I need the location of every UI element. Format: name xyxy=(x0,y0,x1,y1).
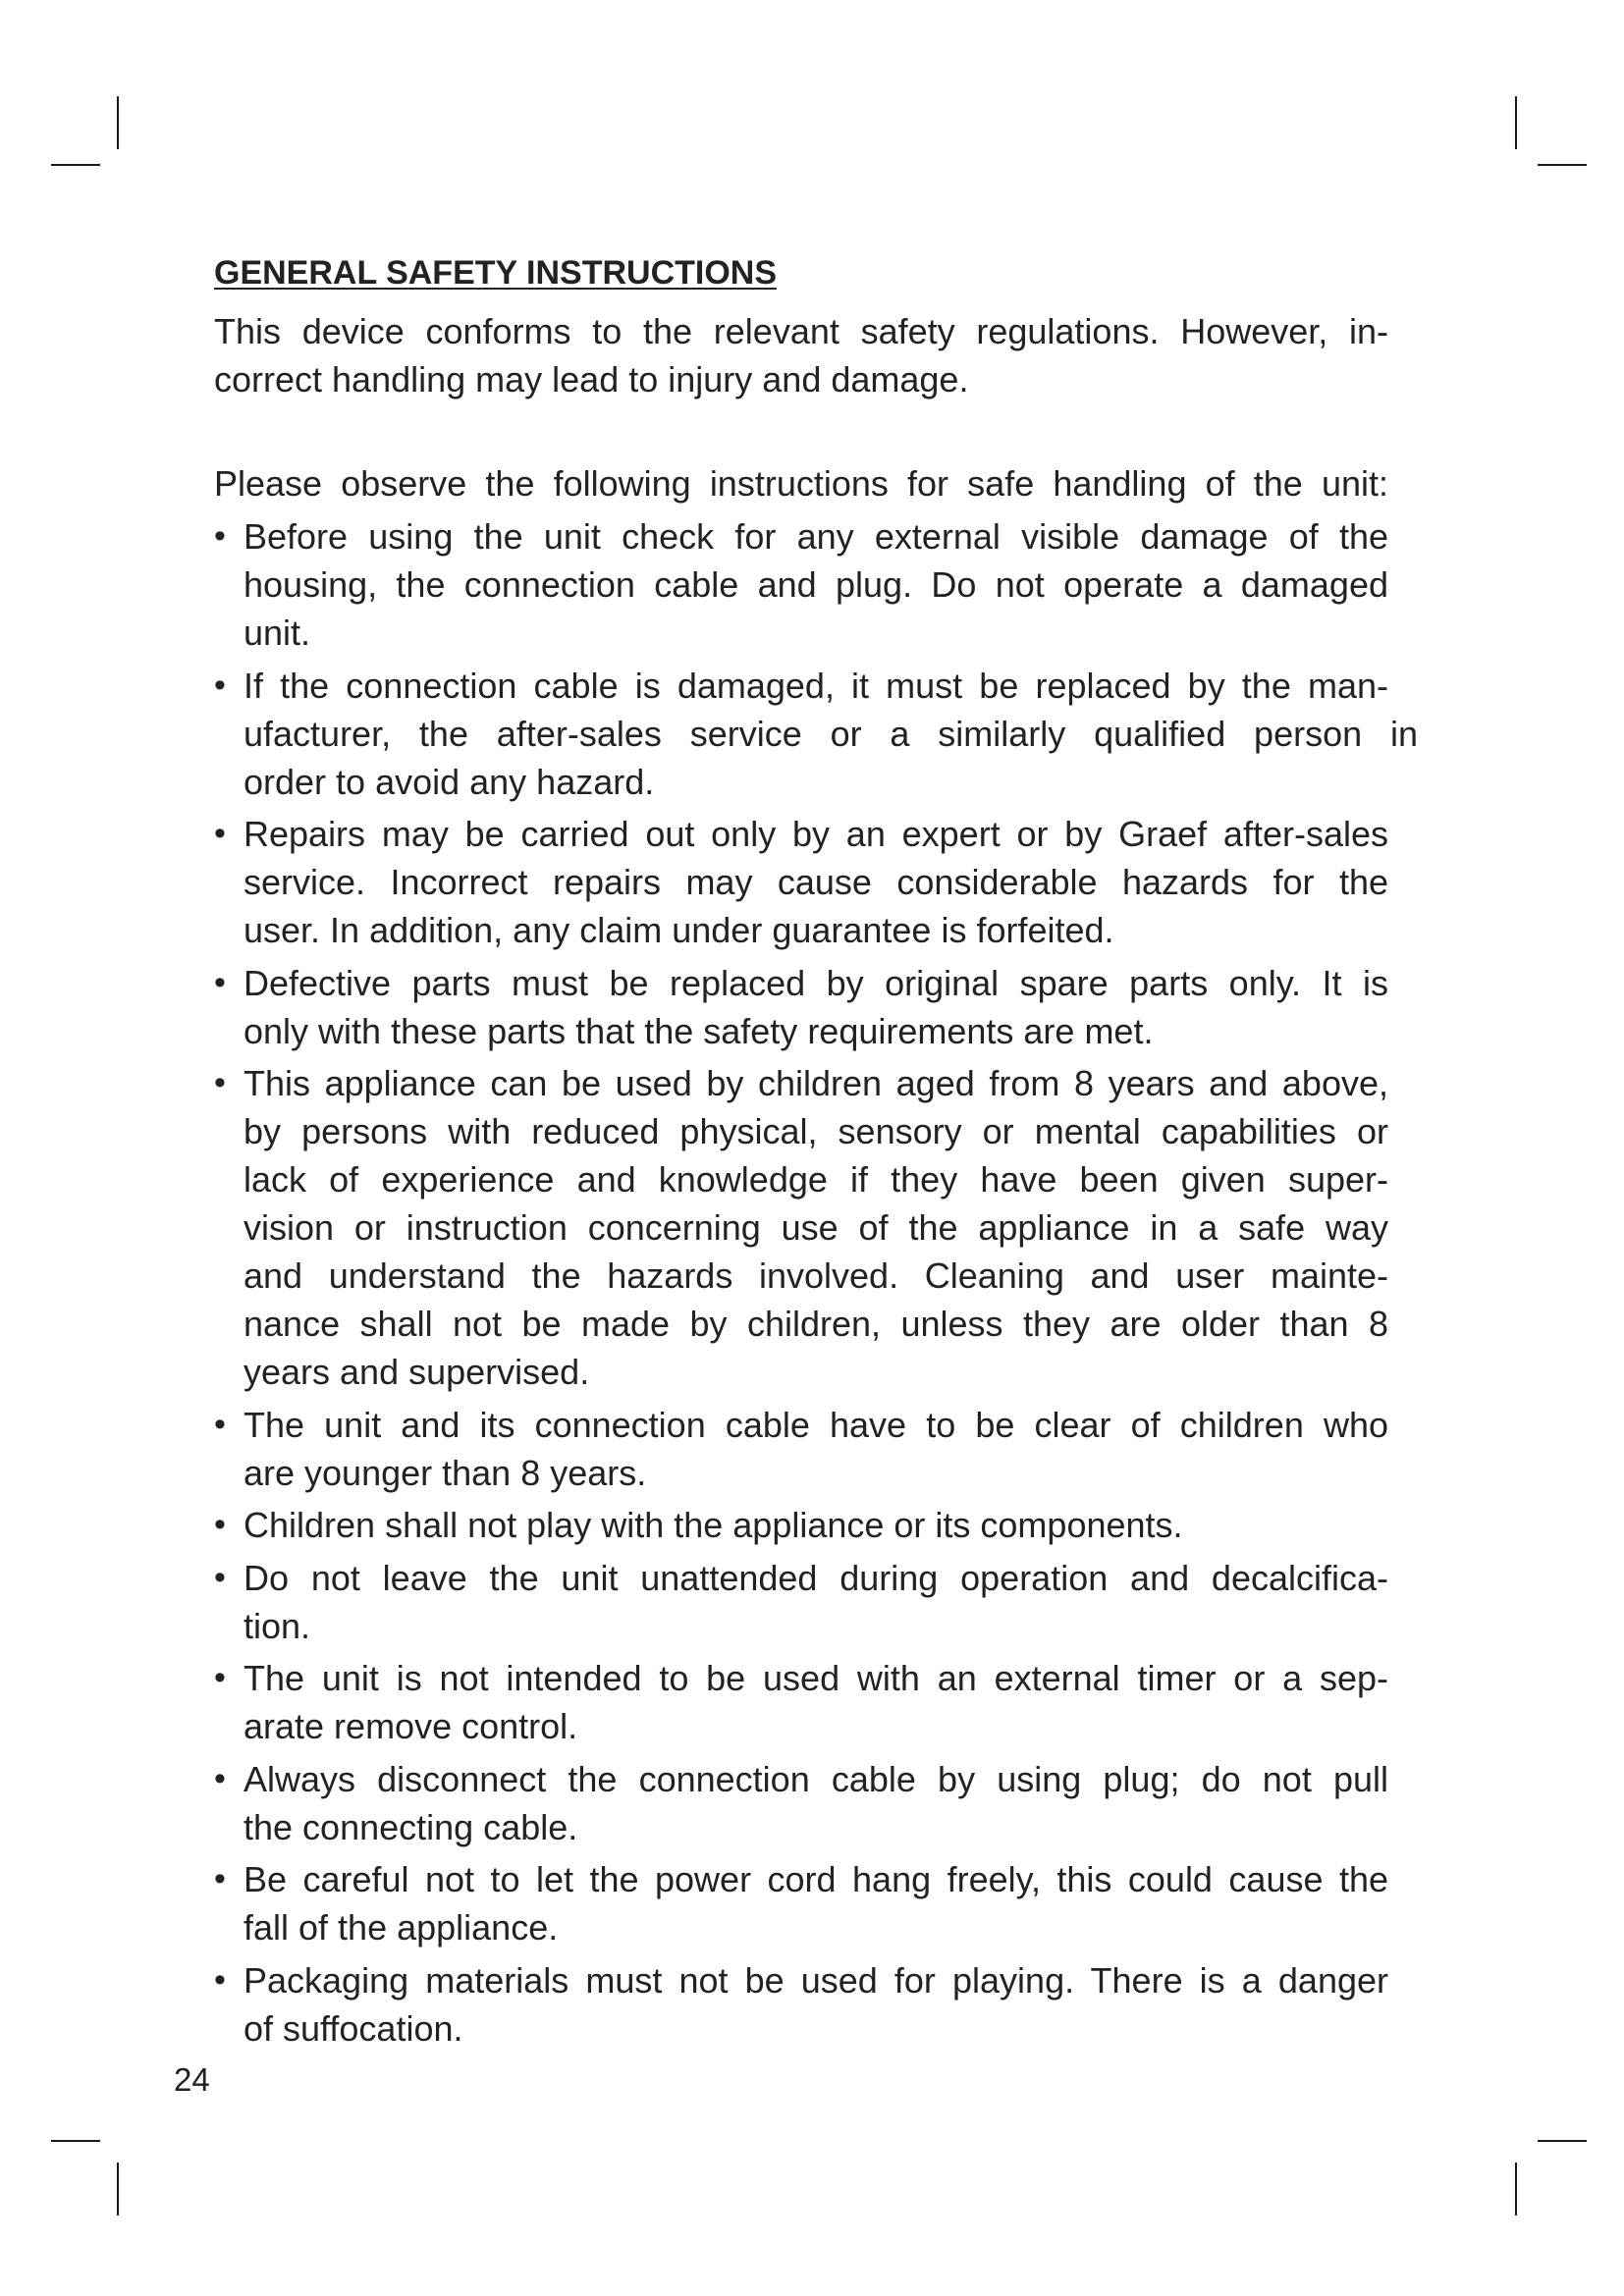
crop-mark-bottom-right-horizontal xyxy=(1538,2140,1587,2142)
list-item-line: years and supervised. xyxy=(244,1352,590,1392)
list-item xyxy=(214,1554,1388,1650)
list-item xyxy=(214,810,1388,954)
bullet-icon: • xyxy=(214,666,226,704)
list-item xyxy=(214,1401,1388,1497)
list-item-line: unit. xyxy=(244,613,311,653)
list-item-line: The unit and its connection cable have to be clear of children who xyxy=(244,1404,1388,1445)
list-item-line: tion. xyxy=(244,1605,311,1646)
list-item-line: and understand the hazards involved. Cleaning and user mainte- xyxy=(244,1255,1388,1296)
bullet-icon: • xyxy=(214,1405,226,1443)
list-item-line: user. In addition, any claim under guarantee is forfeited. xyxy=(244,910,1114,950)
list-item xyxy=(214,1855,1388,1951)
bullet-icon: • xyxy=(214,815,226,852)
list-item-line: Defective parts must be replaced by original spare parts only. It is xyxy=(244,962,1388,1003)
page-content xyxy=(214,249,1418,2053)
bullet-icon: • xyxy=(214,517,226,555)
list-item-line: the connecting cable. xyxy=(244,1806,578,1847)
bullet-icon: • xyxy=(214,963,226,1001)
intro-paragraph xyxy=(214,307,1388,403)
crop-mark-top-left-vertical xyxy=(117,96,119,149)
list-item-line: service. Incorrect repairs may cause considerable hazards for the xyxy=(244,862,1388,902)
list-item-line: by persons with reduced physical, sensory or mental capabilities or xyxy=(244,1111,1388,1151)
bullet-icon: • xyxy=(214,1860,226,1897)
list-item-line: This appliance can be used by children aged from 8 years and above, xyxy=(244,1063,1388,1103)
list-item-line: ufacturer, the after-sales service or a similarly qualified person in xyxy=(244,713,1418,754)
crop-mark-bottom-left-horizontal xyxy=(51,2140,100,2142)
section-heading: GENERAL SAFETY INSTRUCTIONS xyxy=(214,254,778,292)
list-item-line: The unit is not intended to be used with an external timer or a sep- xyxy=(244,1658,1388,1698)
intro-line: correct handling may lead to injury and damage. xyxy=(214,359,969,400)
list-item-line: only with these parts that the safety requirements are met. xyxy=(244,1010,1154,1051)
list-item xyxy=(214,1755,1388,1851)
list-item-line: Repairs may be carried out only by an expert or by Graef after-sales xyxy=(244,814,1388,854)
lead-paragraph xyxy=(214,459,1388,507)
lead-line: Please observe the following instructions for safe handling of the unit: xyxy=(214,463,1388,504)
list-item-line: of suffocation. xyxy=(244,2007,463,2049)
crop-mark-top-right-horizontal xyxy=(1538,164,1587,166)
list-item xyxy=(214,512,1388,657)
crop-mark-top-right-vertical xyxy=(1515,96,1517,149)
list-item xyxy=(214,1956,1388,2053)
bullet-icon: • xyxy=(214,1558,226,1596)
list-item xyxy=(214,959,1388,1055)
list-item-line: order to avoid any hazard. xyxy=(244,761,655,802)
bullet-icon: • xyxy=(214,1960,226,1999)
list-item-line: lack of experience and knowledge if they have been given super- xyxy=(244,1159,1388,1200)
page-number: 24 xyxy=(174,2061,210,2098)
bullet-icon: • xyxy=(214,1064,226,1101)
safety-instructions-list xyxy=(214,512,1418,2053)
list-item-line: arate remove control. xyxy=(244,1706,578,1746)
list-item-line: Be careful not to let the power cord hang freely, this could cause the xyxy=(244,1859,1388,1899)
list-item-line: Do not leave the unit unattended during operation and decalcifica- xyxy=(244,1557,1388,1598)
list-item-line: nance shall not be made by children, unless they are older than 8 xyxy=(244,1304,1388,1344)
crop-mark-top-left-horizontal xyxy=(51,164,100,166)
bullet-icon: • xyxy=(214,1759,226,1797)
crop-mark-bottom-right-vertical xyxy=(1515,2163,1517,2216)
list-item-line: Children shall not play with the appliance or its components. xyxy=(244,1505,1183,1545)
list-item-line: Packaging materials must not be used for playing. There is a danger xyxy=(244,1959,1388,2001)
list-item-line: If the connection cable is damaged, it must be replaced by the man- xyxy=(244,665,1388,706)
list-item-line: are younger than 8 years. xyxy=(244,1452,647,1493)
bullet-icon: • xyxy=(214,1506,226,1543)
list-item xyxy=(214,1654,1388,1750)
bullet-icon: • xyxy=(214,1659,226,1696)
intro-line: This device conforms to the relevant safety regulations. However, in- xyxy=(214,311,1388,351)
list-item-line: Before using the unit check for any external visible damage of the xyxy=(244,516,1388,557)
list-item xyxy=(214,1059,1388,1396)
list-item-line: Always disconnect the connection cable by using plug; do not pull xyxy=(244,1758,1388,1799)
list-item-line: fall of the appliance. xyxy=(244,1907,559,1948)
crop-mark-bottom-left-vertical xyxy=(117,2163,119,2216)
list-item-line: vision or instruction concerning use of the appliance in a safe way xyxy=(244,1207,1388,1248)
list-item-line: housing, the connection cable and plug. Do not operate a damaged xyxy=(244,564,1388,605)
list-item xyxy=(214,662,1418,806)
list-item xyxy=(214,1501,1388,1549)
